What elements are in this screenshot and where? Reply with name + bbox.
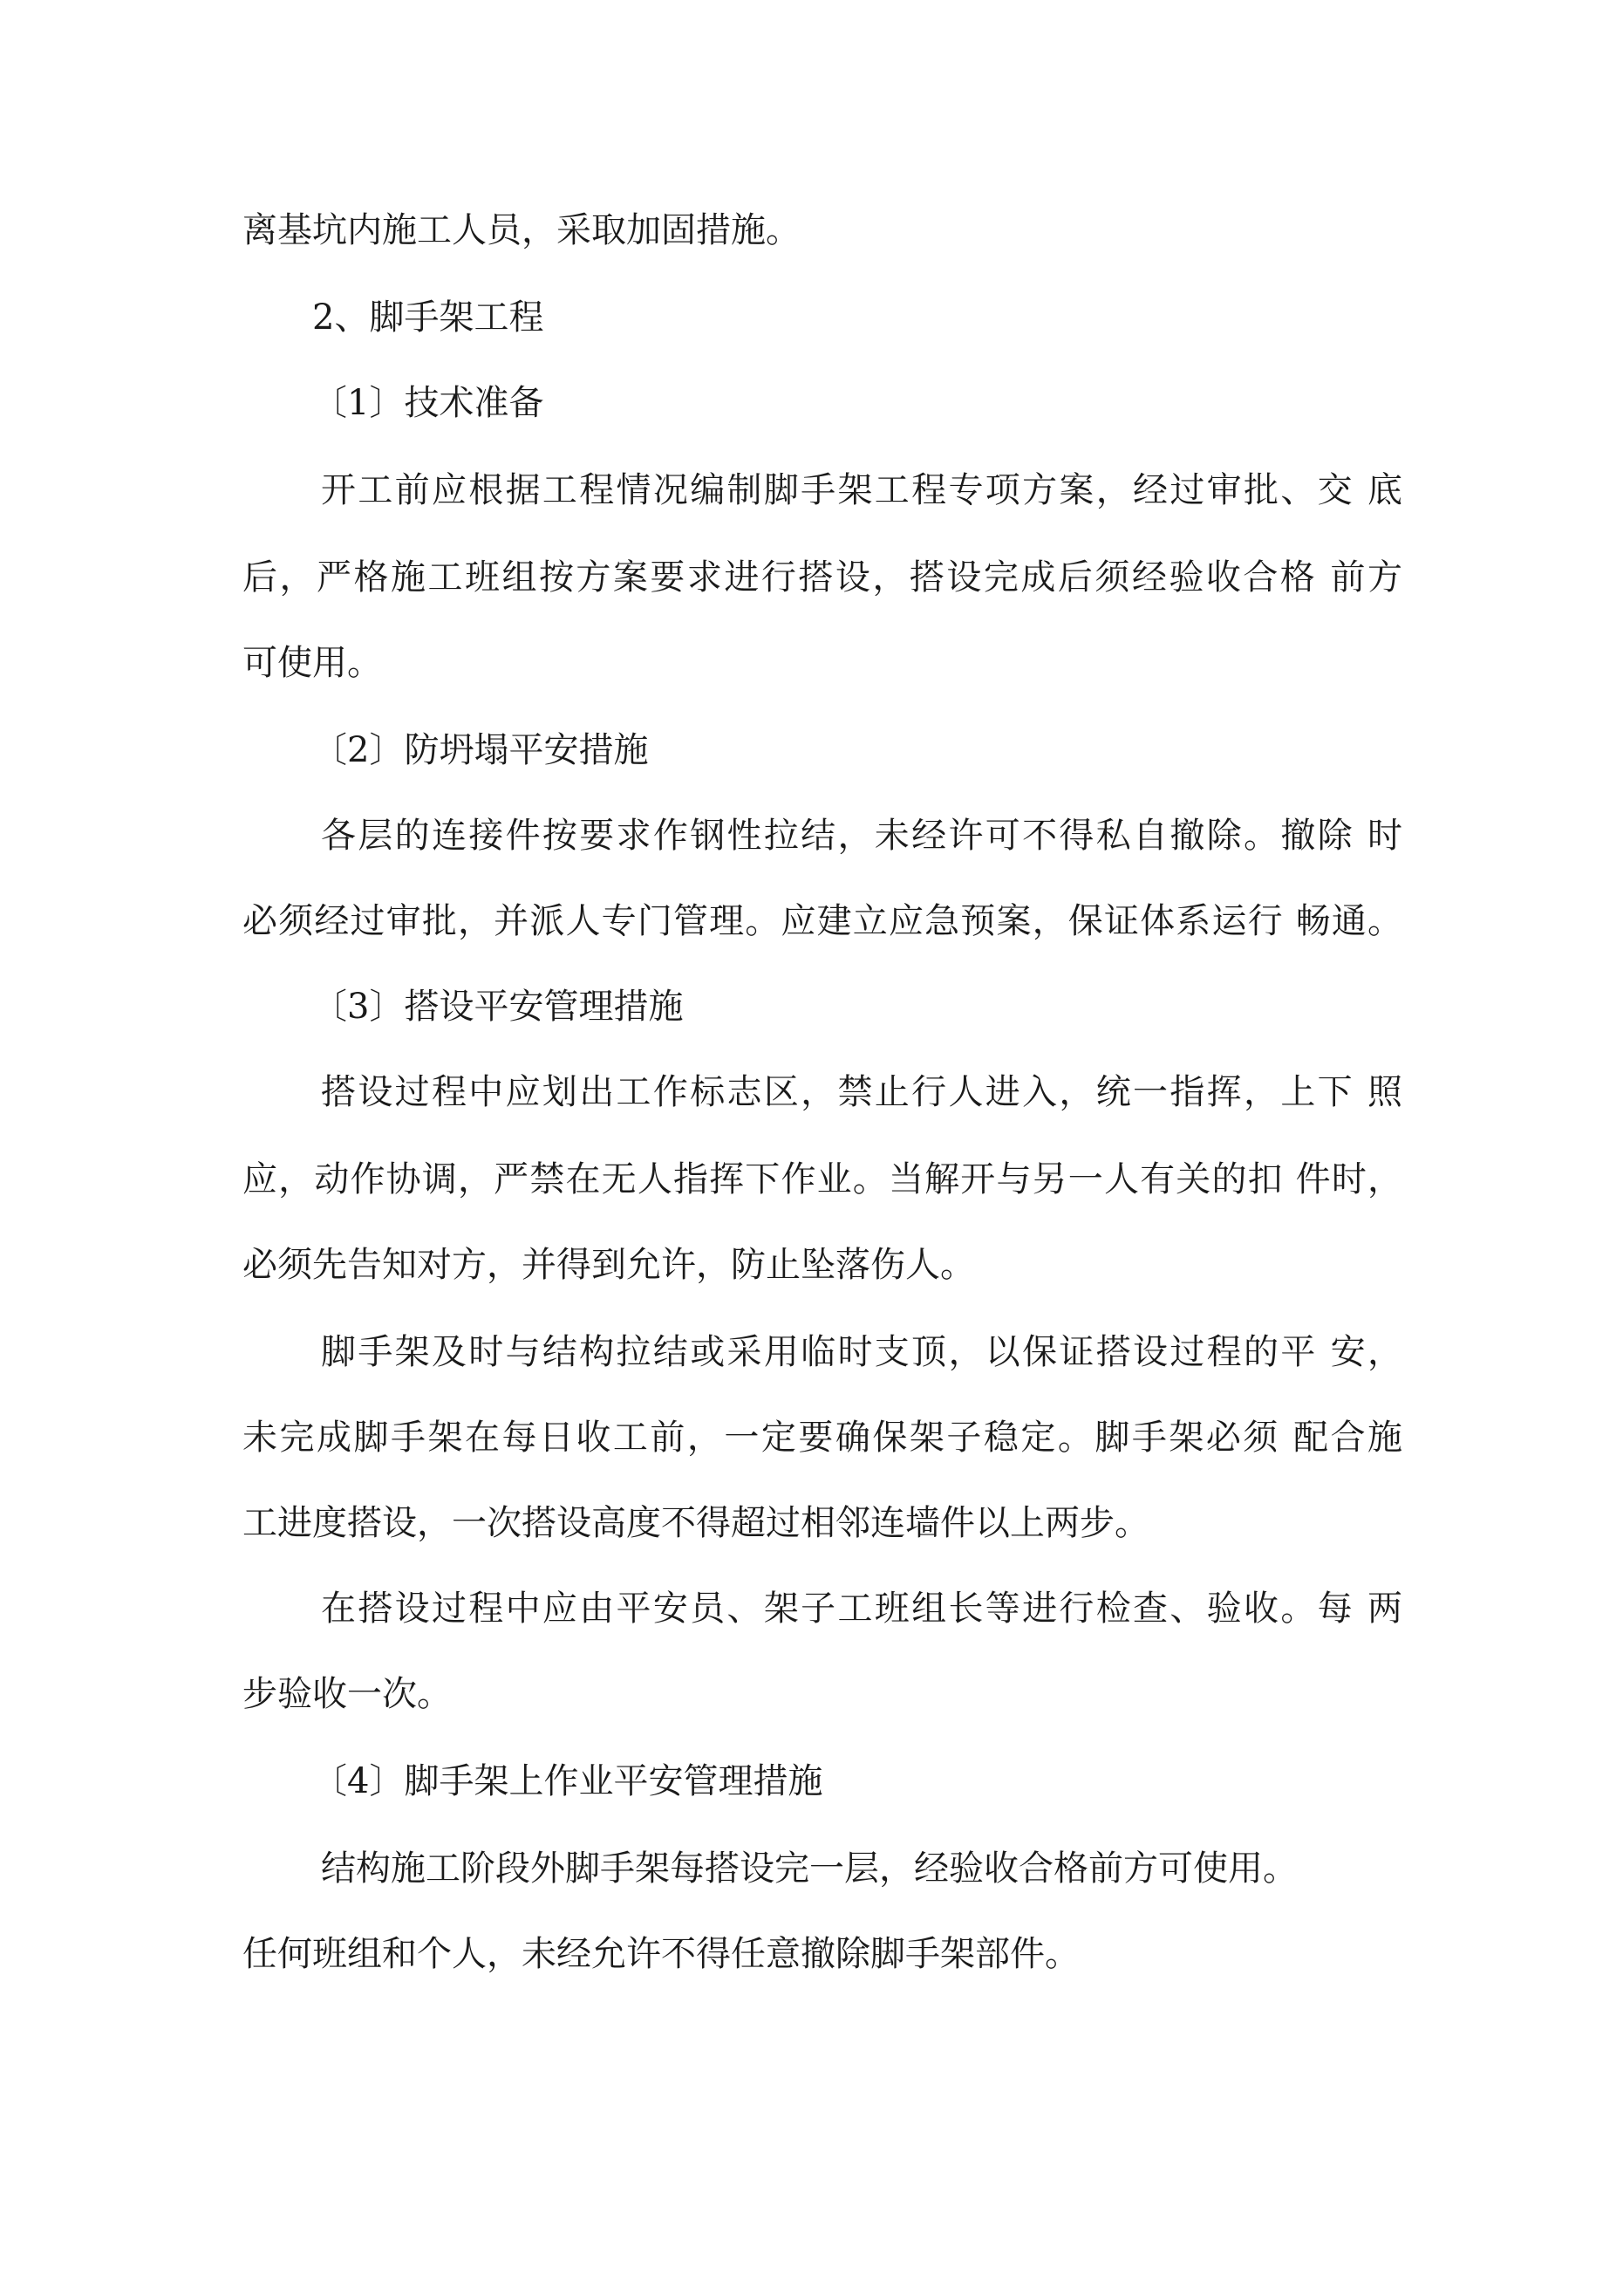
text-line: 后，严格施工班组按方案要求进行搭设，搭设完成后须经验收合格 前方 [242,557,1402,598]
text-line: 必须经过审批，并派人专门管理。应建立应急预案，保证体系运行 畅通。 [242,901,1402,941]
text-line: 搭设过程中应划出工作标志区，禁止行人进入，统一指挥，上下 照 [321,1072,1402,1112]
text-line: 脚手架及时与结构拉结或采用临时支顶，以保证搭设过程的平 安， [321,1332,1402,1372]
subsection-heading: 〔1〕技术准备 [312,383,544,423]
text-line: 步验收一次。 [242,1674,452,1714]
text-line: 任何班组和个人，未经允许不得任意撤除脚手架部件。 [242,1934,1080,1974]
text-line: 离基坑内施工人员，采取加固措施。 [242,210,801,250]
text-line: 必须先告知对方，并得到允许，防止坠落伤人。 [242,1245,975,1285]
subsection-heading: 〔4〕脚手架上作业平安管理措施 [312,1761,823,1801]
subsection-heading: 〔2〕防坍塌平安措施 [312,730,649,770]
text-line: 开工前应根据工程情况编制脚手架工程专项方案，经过审批、交 底 [321,470,1402,510]
text-line: 工进度搭设，一次搭设高度不得超过相邻连墙件以上两步。 [242,1503,1149,1543]
text-line: 各层的连接件按要求作钢性拉结，未经许可不得私自撤除。撤除 时 [321,816,1402,856]
text-line: 可使用。 [242,643,382,683]
text-line: 在搭设过程中应由平安员、架子工班组长等进行检查、验收。每 两 [321,1589,1402,1629]
section-heading: 2、脚手架工程 [312,297,544,338]
subsection-heading: 〔3〕搭设平安管理措施 [312,987,684,1027]
text-line: 应，动作协调，严禁在无人指挥下作业。当解开与另一人有关的扣 件时， [242,1159,1402,1199]
text-line: 结构施工阶段外脚手架每搭设完一层，经验收合格前方可使用。 [321,1848,1298,1889]
text-line: 未完成脚手架在每日收工前，一定要确保架子稳定。脚手架必须 配合施 [242,1418,1402,1458]
